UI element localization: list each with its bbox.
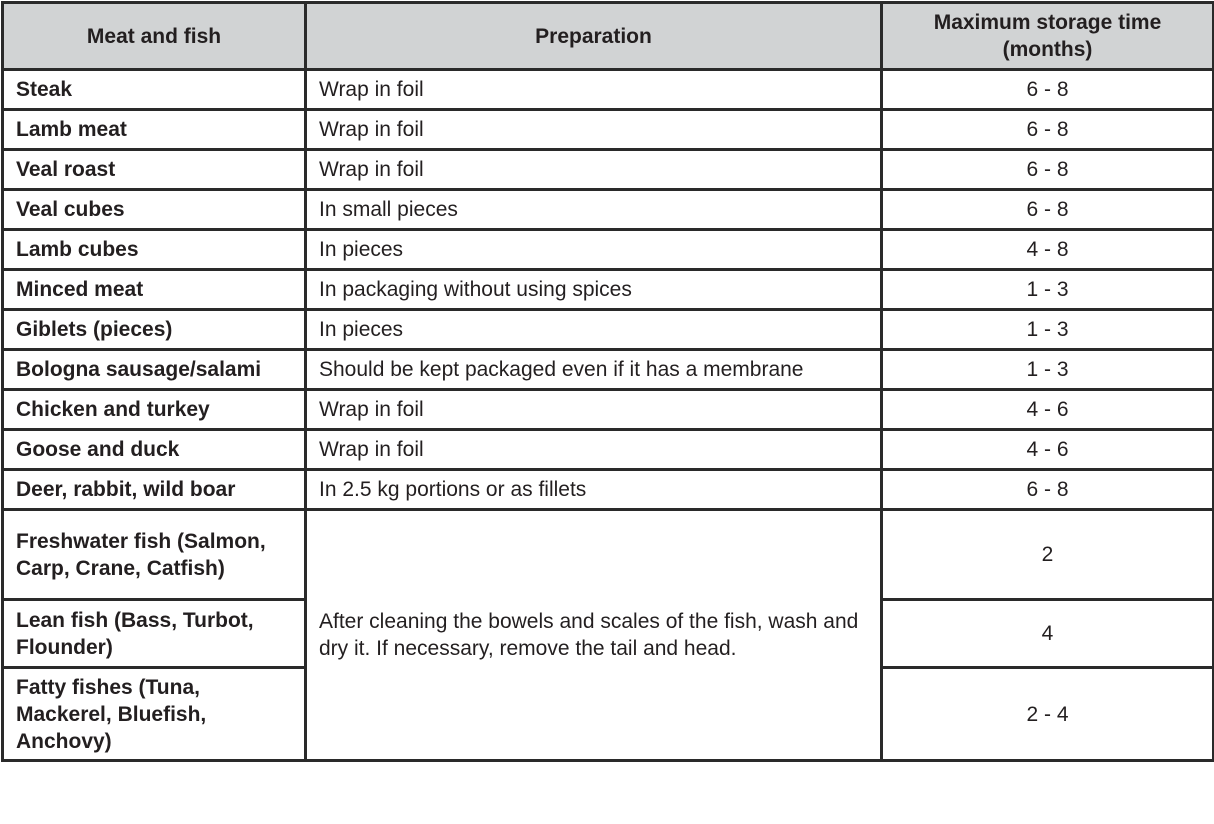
item-cell: Minced meat — [3, 270, 306, 310]
time-cell: 6 - 8 — [882, 70, 1214, 110]
item-cell: Steak — [3, 70, 306, 110]
item-cell: Lean fish (Bass, Turbot, Flounder) — [3, 600, 306, 668]
storage-time-table — [1, 1, 1214, 762]
time-cell: 1 - 3 — [882, 310, 1214, 350]
fish-preparation-cell: After cleaning the bowels and scales of the fish, wash and dry it. If necessary, remove the tail and head. — [306, 510, 882, 761]
time-cell: 6 - 8 — [882, 150, 1214, 190]
table-row — [3, 190, 1214, 230]
time-cell: 2 — [882, 510, 1214, 600]
preparation-cell: In packaging without using spices — [306, 270, 882, 310]
time-cell: 6 - 8 — [882, 470, 1214, 510]
preparation-cell: Wrap in foil — [306, 430, 882, 470]
item-cell: Goose and duck — [3, 430, 306, 470]
table-row — [3, 230, 1214, 270]
preparation-cell: In 2.5 kg portions or as fillets — [306, 470, 882, 510]
table-row — [3, 390, 1214, 430]
item-cell: Veal roast — [3, 150, 306, 190]
time-cell: 1 - 3 — [882, 270, 1214, 310]
time-cell: 4 - 6 — [882, 390, 1214, 430]
time-cell: 2 - 4 — [882, 668, 1214, 761]
item-cell: Veal cubes — [3, 190, 306, 230]
item-cell: Bologna sausage/salami — [3, 350, 306, 390]
preparation-cell: Wrap in foil — [306, 150, 882, 190]
table-row — [3, 510, 1214, 600]
time-cell: 1 - 3 — [882, 350, 1214, 390]
item-cell: Fatty fishes (Tuna, Mackerel, Bluefish, Anchovy) — [3, 668, 306, 761]
item-cell: Lamb meat — [3, 110, 306, 150]
table-row — [3, 110, 1214, 150]
table-row — [3, 470, 1214, 510]
time-cell: 4 — [882, 600, 1214, 668]
header-max-storage-time: Maximum storage time (months) — [882, 3, 1214, 70]
table-row — [3, 430, 1214, 470]
preparation-cell: Wrap in foil — [306, 70, 882, 110]
header-row — [3, 3, 1214, 70]
preparation-cell: Wrap in foil — [306, 390, 882, 430]
item-cell: Giblets (pieces) — [3, 310, 306, 350]
table-row — [3, 70, 1214, 110]
preparation-cell: In pieces — [306, 310, 882, 350]
preparation-cell: In small pieces — [306, 190, 882, 230]
item-cell: Freshwater fish (Salmon, Carp, Crane, Catfish) — [3, 510, 306, 600]
table-row — [3, 150, 1214, 190]
preparation-cell: In pieces — [306, 230, 882, 270]
time-cell: 4 - 8 — [882, 230, 1214, 270]
item-cell: Deer, rabbit, wild boar — [3, 470, 306, 510]
header-meat-and-fish: Meat and fish — [3, 3, 306, 70]
table-row — [3, 270, 1214, 310]
time-cell: 6 - 8 — [882, 190, 1214, 230]
preparation-cell: Should be kept packaged even if it has a membrane — [306, 350, 882, 390]
table-row — [3, 350, 1214, 390]
table-row — [3, 310, 1214, 350]
item-cell: Lamb cubes — [3, 230, 306, 270]
preparation-cell: Wrap in foil — [306, 110, 882, 150]
time-cell: 6 - 8 — [882, 110, 1214, 150]
header-preparation: Preparation — [306, 3, 882, 70]
time-cell: 4 - 6 — [882, 430, 1214, 470]
item-cell: Chicken and turkey — [3, 390, 306, 430]
